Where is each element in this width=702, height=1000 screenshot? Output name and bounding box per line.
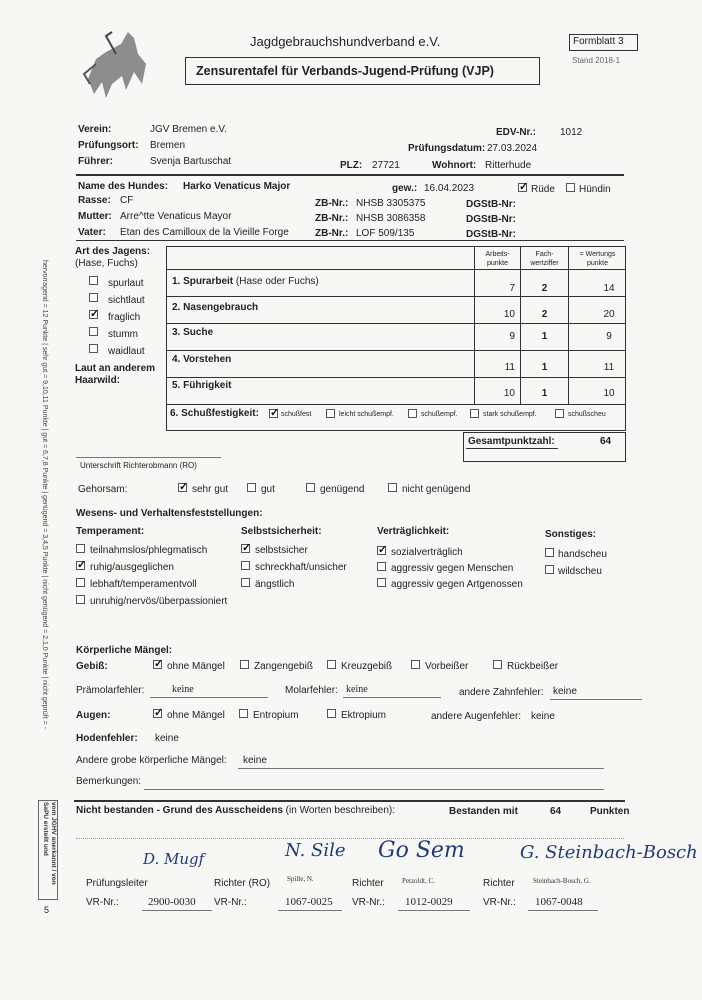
- jagen-stumm-label: stumm: [108, 329, 138, 340]
- pl-vr: 2900-0030: [148, 896, 196, 908]
- temperament-checkbox[interactable]: [76, 595, 85, 604]
- gebiss-option: Rückbeißer: [507, 661, 559, 672]
- wohnort: Ritterhude: [485, 160, 532, 171]
- gebiss-option: ohne Mängel: [167, 661, 225, 672]
- selbst-option: schreckhaft/unsicher: [255, 562, 347, 573]
- vert-checkbox[interactable]: [377, 546, 386, 555]
- temperament-option: teilnahmslos/phlegmatisch: [90, 545, 208, 556]
- mutter-label: Mutter:: [78, 211, 112, 222]
- selbst-option: selbstsicher: [255, 545, 308, 556]
- formblatt: Formblatt 3: [573, 36, 624, 47]
- zahn-label: andere Zahnfehler:: [459, 687, 544, 698]
- dog-name-label: Name des Hundes:: [78, 181, 169, 192]
- vert-checkbox[interactable]: [377, 578, 386, 587]
- score-row-punkte: 7: [509, 283, 515, 294]
- jagen-subtitle: (Hase, Fuchs): [75, 258, 138, 269]
- augen-option: ohne Mängel: [167, 710, 225, 721]
- col-header-punkte: Arbeits- punkte: [485, 251, 510, 267]
- zb-1: NHSB 3305375: [356, 198, 426, 209]
- plz-label: PLZ:: [340, 160, 363, 171]
- gew: 16.04.2023: [424, 183, 475, 194]
- sonst-option: wildscheu: [558, 566, 602, 577]
- dgstb-label-3: DGStB-Nr:: [466, 229, 516, 240]
- schuss-option-label: leicht schußempf.: [339, 411, 394, 418]
- sonst-checkbox[interactable]: [545, 548, 554, 557]
- koerper-title: Körperliche Mängel:: [76, 645, 173, 656]
- ruede-checkbox[interactable]: [518, 183, 527, 192]
- bestanden-label: Bestanden mit: [449, 806, 518, 817]
- jghv-text: vom JGHV anerkannt / von SaPU erstellt und: [42, 802, 57, 885]
- vert-checkbox[interactable]: [377, 562, 386, 571]
- score-row-wp: 9: [606, 331, 612, 342]
- r2-label: Richter: [352, 878, 384, 889]
- score-row-wp: 10: [603, 388, 615, 399]
- jagen-spurlaut-label: spurlaut: [108, 278, 144, 289]
- r1-name: Spille, N.: [287, 875, 314, 883]
- zb-label-2: ZB-Nr.:: [315, 213, 349, 224]
- schuss-option-label: schußempf.: [421, 411, 458, 418]
- jagen-fraglich-label: fraglich: [108, 312, 141, 323]
- selbst-title: Selbstsicherheit:: [241, 526, 322, 537]
- col-header-wp: = Wertungs punkte: [579, 251, 616, 267]
- plz: 27721: [372, 160, 400, 171]
- stand: Stand 2018-1: [572, 56, 621, 65]
- praemolar-value: keine: [172, 684, 194, 695]
- zb-label-3: ZB-Nr.:: [315, 228, 349, 239]
- fuehrer: Svenja Bartuschat: [150, 156, 232, 167]
- fuehrer-label: Führer:: [78, 156, 113, 167]
- temperament-option: lebhaft/temperamentvoll: [90, 579, 197, 590]
- schuss-option-label: stark schußempf.: [483, 411, 537, 418]
- augen-checkbox[interactable]: [153, 709, 162, 718]
- jagen-stumm-checkbox[interactable]: [89, 327, 98, 336]
- augen-label: Augen:: [76, 710, 111, 721]
- score-row-fw: 1: [541, 331, 548, 342]
- huendin-label: Hündin: [579, 184, 611, 195]
- zb-3: LOF 509/135: [356, 228, 415, 239]
- gebiss-checkbox[interactable]: [493, 660, 502, 669]
- vert-option: sozialverträglich: [391, 547, 463, 558]
- score-row-fw: 1: [541, 362, 548, 373]
- sonst-option: handscheu: [558, 549, 607, 560]
- mutter: Arre^tte Venaticus Mayor: [120, 211, 232, 222]
- temperament-checkbox[interactable]: [76, 561, 85, 570]
- score-row-wp: 20: [603, 309, 615, 320]
- score-row-label: 5. Führigkeit: [172, 380, 232, 391]
- verein: JGV Bremen e.V.: [150, 124, 227, 135]
- score-row-wp: 14: [603, 283, 615, 294]
- temperament-option: unruhig/nervös/überpassioniert: [90, 596, 228, 607]
- schuss-empf-checkbox[interactable]: [408, 409, 417, 418]
- ort-label: Prüfungsort:: [78, 140, 139, 151]
- bemerk-label: Bemerkungen:: [76, 776, 142, 787]
- score-row-label: 4. Vorstehen: [172, 354, 232, 365]
- score-row-fw: 2: [541, 283, 548, 294]
- praemolar-label: Prämolarfehler:: [76, 685, 145, 696]
- jagen-title: Art des Jagens:: [75, 246, 151, 257]
- gehorsam-genuegend-checkbox[interactable]: [306, 483, 315, 492]
- vr-label: VR-Nr.:: [86, 897, 119, 908]
- schuss-stark-checkbox[interactable]: [470, 409, 479, 418]
- vert-title: Verträglichkeit:: [377, 526, 450, 537]
- schuss-schussfest-checkbox[interactable]: [269, 409, 278, 418]
- selbst-option: ängstlich: [255, 579, 295, 590]
- score-row-punkte: 10: [503, 309, 515, 320]
- gehorsam-label: Gehorsam:: [78, 484, 128, 495]
- vert-option: aggressiv gegen Artgenossen: [391, 579, 523, 590]
- r1-vr: 1067-0025: [285, 896, 333, 908]
- schuss-leicht-checkbox[interactable]: [326, 409, 335, 418]
- rasse-label: Rasse:: [78, 195, 111, 206]
- gehorsam-option-label: genügend: [320, 484, 365, 495]
- augen-checkbox[interactable]: [239, 709, 248, 718]
- vert-option: aggressiv gegen Menschen: [391, 563, 514, 574]
- dog-name: Harko Venaticus Major: [183, 181, 291, 192]
- temperament-title: Temperament:: [76, 526, 145, 537]
- pl-signature: D. Mugf: [143, 850, 205, 868]
- jagen-spurlaut-checkbox[interactable]: [89, 276, 98, 285]
- score-row-punkte: 9: [509, 331, 515, 342]
- r2-vr: 1012-0029: [405, 896, 453, 908]
- schuss-option-label: schußfest: [281, 411, 312, 418]
- rasse: CF: [120, 195, 134, 206]
- zb-2: NHSB 3086358: [356, 213, 426, 224]
- vr-label: VR-Nr.:: [214, 897, 247, 908]
- score-row-wp: 11: [603, 362, 615, 373]
- r1-signature: N. Sile: [285, 840, 346, 861]
- gehorsam-gut-checkbox[interactable]: [247, 483, 256, 492]
- jagen-sichtlaut-checkbox[interactable]: [89, 293, 98, 302]
- ort: Bremen: [150, 140, 186, 151]
- logo-horse-dog: [76, 24, 156, 102]
- temperament-option: ruhig/ausgeglichen: [90, 562, 174, 573]
- verein-label: Verein:: [78, 124, 112, 135]
- hoden-label: Hodenfehler:: [76, 733, 138, 744]
- gehorsam-sehrgut-checkbox[interactable]: [178, 483, 187, 492]
- vater-label: Vater:: [78, 227, 106, 238]
- sonst-title: Sonstiges:: [545, 529, 597, 540]
- hoden-value: keine: [155, 733, 179, 744]
- divider-top: [76, 174, 624, 176]
- gehorsam-nicht-checkbox[interactable]: [388, 483, 397, 492]
- haarwild-label-1: Laut an anderem: [75, 363, 156, 374]
- vr-label: VR-Nr.:: [483, 897, 516, 908]
- gebiss-checkbox[interactable]: [327, 660, 336, 669]
- gebiss-option: Kreuzgebiß: [341, 661, 393, 672]
- molar-value: keine: [346, 684, 368, 695]
- augenfehler-label: andere Augenfehler:: [431, 711, 522, 722]
- edv: 1012: [560, 127, 583, 138]
- sonst-checkbox[interactable]: [545, 565, 554, 574]
- obmann-label: Unterschrift Richterobmann (RO): [80, 461, 197, 470]
- pl-label: Prüfungsleiter: [86, 878, 148, 889]
- gebiss-checkbox[interactable]: [240, 660, 249, 669]
- gehorsam-option-label: sehr gut: [192, 484, 229, 495]
- edv-label: EDV-Nr.:: [496, 127, 537, 138]
- grobe-label: Andere grobe körperliche Mängel:: [76, 755, 227, 766]
- r2-name: Petzoldt, C.: [402, 877, 435, 885]
- jagen-waidlaut-label: waidlaut: [108, 346, 145, 357]
- punkten-label: Punkten: [590, 806, 630, 817]
- r3-signature: G. Steinbach-Bosch: [520, 842, 698, 863]
- jagen-waidlaut-checkbox[interactable]: [89, 344, 98, 353]
- selbst-checkbox[interactable]: [241, 561, 250, 570]
- dgstb-label-2: DGStB-Nr:: [466, 214, 516, 225]
- wesen-title: Wesens- und Verhaltensfeststellungen:: [76, 508, 263, 519]
- temperament-checkbox[interactable]: [76, 544, 85, 553]
- page-number: 5: [44, 905, 50, 915]
- score-row-punkte: 11: [504, 362, 515, 373]
- wohnort-label: Wohnort:: [432, 160, 477, 171]
- r2-signature: Go Sem: [378, 838, 465, 863]
- zahn-value: keine: [553, 686, 577, 697]
- score-row-punkte: 10: [503, 388, 515, 399]
- datum-label: Prüfungsdatum:: [408, 143, 486, 154]
- grobe-value: keine: [243, 755, 267, 766]
- jagen-fraglich-checkbox[interactable]: [89, 310, 98, 319]
- ruede-label: Rüde: [531, 184, 555, 195]
- datum: 27.03.2024: [487, 143, 538, 154]
- augen-option: Ektropium: [341, 710, 387, 721]
- haarwild-label-2: Haarwild:: [75, 375, 121, 386]
- schuss-option-label: schußscheu: [568, 411, 606, 418]
- col-header-fw: Fach- wertziffer: [530, 251, 559, 267]
- points-scale-sidebar: hervorragend = 12 Punkte | sehr gut = 9,10,11 Punkte | gut = 6,7,8 Punkte | genügend = 3,4,5 Punkte | nicht genügend = 2,1,0 Punkte | nicht geprüft = -: [41, 260, 48, 729]
- gehorsam-option-label: nicht genügend: [402, 484, 471, 495]
- dgstb-label-1: DGStB-Nr:: [466, 199, 516, 210]
- form-title: Zensurentafel für Verbands-Jugend-Prüfung (VJP): [196, 64, 494, 78]
- molar-label: Molarfehler:: [285, 685, 338, 696]
- gebiss-checkbox[interactable]: [153, 660, 162, 669]
- gesamt-value: 64: [600, 436, 612, 447]
- jagen-sichtlaut-label: sichtlaut: [108, 295, 145, 306]
- augenfehler-value: keine: [531, 711, 555, 722]
- gebiss-label: Gebiß:: [76, 661, 108, 672]
- selbst-checkbox[interactable]: [241, 578, 250, 587]
- temperament-checkbox[interactable]: [76, 578, 85, 587]
- selbst-checkbox[interactable]: [241, 544, 250, 553]
- schuss-label: 6. Schußfestigkeit:: [170, 408, 259, 419]
- score-row-label: 1. Spurarbeit (Hase oder Fuchs): [172, 276, 319, 287]
- gew-label: gew.:: [392, 183, 418, 194]
- zb-label-1: ZB-Nr.:: [315, 198, 349, 209]
- score-row-label: 3. Suche: [172, 327, 214, 338]
- vater: Etan des Camilloux de la Vieille Forge: [120, 227, 289, 238]
- score-row-fw: 1: [541, 388, 548, 399]
- score-row-fw: 2: [541, 309, 548, 320]
- augen-checkbox[interactable]: [327, 709, 336, 718]
- gebiss-option: Zangengebiß: [254, 661, 313, 672]
- vr-label: VR-Nr.:: [352, 897, 385, 908]
- gebiss-checkbox[interactable]: [411, 660, 420, 669]
- gesamt-label: Gesamtpunktzahl:: [468, 436, 555, 447]
- r3-label: Richter: [483, 878, 515, 889]
- divider-dog: [76, 240, 624, 241]
- score-row-label: 2. Nasengebrauch: [172, 302, 259, 313]
- r1-label: Richter (RO): [214, 878, 271, 889]
- nicht-bestanden: Nicht bestanden - Grund des Ausscheidens (in Worten beschreiben):: [76, 805, 395, 816]
- huendin-checkbox[interactable]: [566, 183, 575, 192]
- r3-name: Steinbach-Bosch, G.: [533, 877, 591, 885]
- r3-vr: 1067-0048: [535, 896, 583, 908]
- bestanden-value: 64: [550, 806, 562, 817]
- gehorsam-option-label: gut: [261, 484, 275, 495]
- augen-option: Entropium: [253, 710, 299, 721]
- schuss-scheu-checkbox[interactable]: [555, 409, 564, 418]
- gebiss-option: Vorbeißer: [425, 661, 469, 672]
- org-name: Jagdgebrauchshundverband e.V.: [250, 34, 441, 49]
